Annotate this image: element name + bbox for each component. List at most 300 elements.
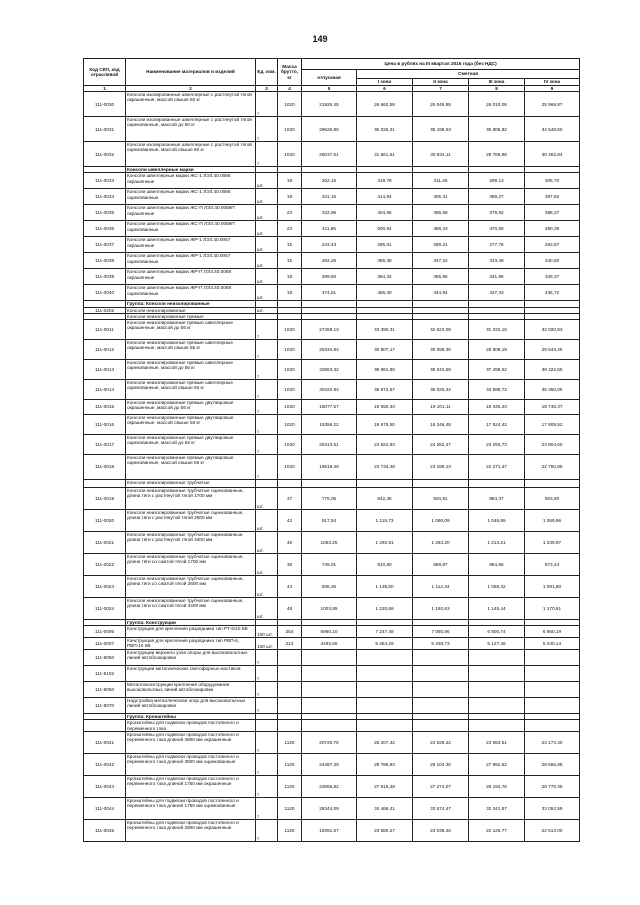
zone-2-price: 311,46 xyxy=(413,173,469,189)
release-price: 243.43 xyxy=(302,237,357,253)
release-price: 262.15 xyxy=(302,173,357,189)
item-name: Консоли швеллерные марки ЖР-П ЛЭ3.40.0068 оцинкованные xyxy=(126,285,256,301)
item-mass xyxy=(278,480,302,488)
item-name: Консоли неизолированные трубчатые оцинкованные, длина тяги со сжатой тягой 1700 мм xyxy=(126,554,256,576)
zone-4-price xyxy=(525,682,580,698)
table-row xyxy=(84,682,580,698)
item-code: 111-9050 xyxy=(84,650,126,666)
zone-3-price: 389,27 xyxy=(469,189,525,205)
zone-4-price xyxy=(525,650,580,666)
item-name: Консоли швеллерные марки xyxy=(126,167,256,173)
zone-3-price: 854,66 xyxy=(469,554,525,576)
item-name: Консоли неизолированные трубчатые xyxy=(126,480,256,488)
item-mass: 1020 xyxy=(278,360,302,380)
item-code: 111-0022 xyxy=(84,554,126,576)
item-name: Консоли швеллерные марки ЖР-1 ЛЭ3.40.0067 оцинкованные xyxy=(126,253,256,269)
zone-2-price: 33 674,47 xyxy=(413,797,469,819)
item-name: Консоли неизолированные трубчатые оцинкованные, длина тяги с растянутой тягой 2600 мм xyxy=(126,510,256,532)
zone-4-price: 17 909,52 xyxy=(525,415,580,435)
column-number: 5 xyxy=(302,86,357,92)
zone-4-price: 32 020,93 xyxy=(525,320,580,340)
item-mass: 18 xyxy=(278,285,302,301)
zone-4-price: 35 360,05 xyxy=(525,380,580,400)
zone-1-price: 500,94 xyxy=(357,221,413,237)
zone-4-price: 38 322,55 xyxy=(525,360,580,380)
item-name: Консоли неизолированные прямые швеллерные оцинкованные, массой до 56 кг xyxy=(126,360,256,380)
item-mass: 1120 xyxy=(278,731,302,753)
item-code: 111-0044 xyxy=(84,797,126,819)
zone-4-price: 873,44 xyxy=(525,554,580,576)
zone-1-price: 27 915,49 xyxy=(357,775,413,797)
price-table xyxy=(83,58,580,842)
zone-3-price: 6 800,74 xyxy=(469,626,525,638)
item-mass: 23 xyxy=(278,205,302,221)
release-price: 22556,82 xyxy=(302,775,357,797)
table-row xyxy=(84,340,580,360)
table-row xyxy=(84,731,580,753)
item-mass: 38 xyxy=(278,554,302,576)
item-code: 111-0042 xyxy=(84,753,126,775)
zone-2-price xyxy=(413,698,469,714)
zone-2-price: 1 263,20 xyxy=(413,532,469,554)
item-mass: 1020 xyxy=(278,380,302,400)
table-row xyxy=(84,435,580,455)
release-price xyxy=(302,650,357,666)
zone-1-price: 36 872,57 xyxy=(357,380,413,400)
release-price: 299,60 xyxy=(302,269,357,285)
item-name: Кронштейны для подвески проводов постоянного и переменного тока длиной 1750 мм оцинкованные xyxy=(126,797,256,819)
zone-3-price xyxy=(469,698,525,714)
item-unit: т xyxy=(256,320,278,340)
item-mass: 1120 xyxy=(278,797,302,819)
zone-1-price: 26 662,58 xyxy=(357,92,413,117)
table-row xyxy=(84,488,580,510)
table-row xyxy=(84,221,580,237)
zone-2-price: 289,21 xyxy=(413,237,469,253)
item-unit: т xyxy=(256,698,278,714)
item-name: Группа: Кронштейны xyxy=(126,714,256,720)
item-mass xyxy=(278,650,302,666)
item-name: Металлоконструкции крепления оборудования высоковольтных линий автоблокировки xyxy=(126,682,256,698)
zone-2-price: 5 338,73 xyxy=(413,638,469,650)
release-price: 411,96 xyxy=(302,221,357,237)
zone-3-price: 28 908,19 xyxy=(469,340,525,360)
item-unit: т xyxy=(256,340,278,360)
table-row xyxy=(84,205,580,221)
item-name: Конструкции верхнего узла опоры для высоковольтных линий автоблокировки xyxy=(126,650,256,666)
table-row xyxy=(84,626,580,638)
zone-1-price xyxy=(357,698,413,714)
item-name: Консоли неизолированные прямые двутавровые оцинкованные, массой до 56 кг xyxy=(126,435,256,455)
item-unit: т xyxy=(256,435,278,455)
zone-2-price: 35 198,53 xyxy=(413,117,469,142)
item-mass xyxy=(278,720,302,731)
release-price: 1063,25 xyxy=(302,532,357,554)
item-unit: т xyxy=(256,797,278,819)
zone-4-price: 1 239,87 xyxy=(525,532,580,554)
item-unit: 100 шт. xyxy=(256,626,278,638)
item-unit xyxy=(256,480,278,488)
zone-2-price: 920,81 xyxy=(413,488,469,510)
zone-1-price: 7 247,48 xyxy=(357,626,413,638)
item-code: 111-0035 xyxy=(84,205,126,221)
release-price xyxy=(302,720,357,731)
zone-3-price: 34 599,72 xyxy=(469,380,525,400)
table-row xyxy=(84,576,580,598)
item-code: 111-0013 xyxy=(84,360,126,380)
zone-2-price: 30 099,30 xyxy=(413,340,469,360)
release-price xyxy=(302,682,357,698)
item-code: 111-0006 xyxy=(84,626,126,638)
item-unit: шт. xyxy=(256,189,278,205)
header-mass: Масса брутто, кг xyxy=(278,59,302,86)
item-name: Консоли неизолированные прямые xyxy=(126,313,256,319)
item-code: 111-9060 xyxy=(84,682,126,698)
item-mass: 213 xyxy=(278,638,302,650)
item-name: Консоли швеллерные марки ЖС-П ЛЭ3.40.0066П окрашенные xyxy=(126,205,256,221)
zone-3-price: 29 768,98 xyxy=(469,142,525,167)
zone-4-price: 5 240,14 xyxy=(525,638,580,650)
zone-1-price xyxy=(357,480,413,488)
release-price: 5960,10 xyxy=(302,626,357,638)
item-unit xyxy=(256,720,278,731)
table-row xyxy=(84,92,580,117)
zone-2-price: 489,43 xyxy=(413,221,469,237)
zone-1-price: 942,45 xyxy=(357,488,413,510)
zone-1-price: 364,32 xyxy=(357,269,413,285)
item-mass: 1120 xyxy=(278,819,302,841)
item-unit: 100 шт. xyxy=(256,638,278,650)
release-price: 26037.51 xyxy=(302,142,357,167)
item-code: 111-0032 xyxy=(84,142,126,167)
item-code: 111-0202 xyxy=(84,307,126,313)
zone-3-price: 341,86 xyxy=(469,269,525,285)
zone-3-price: 379,92 xyxy=(469,205,525,221)
zone-4-price: 33 052,59 xyxy=(525,797,580,819)
release-price: 24497,39 xyxy=(302,753,357,775)
table-row xyxy=(84,775,580,797)
item-unit: т xyxy=(256,731,278,753)
item-name: Консоли изолированные швеллерные с растянутой тягой оцинкованные, массой свыше 60 кг xyxy=(126,142,256,167)
header-unit: Ед. изм. xyxy=(256,59,278,86)
zone-3-price: 1 046,95 xyxy=(469,510,525,532)
column-number: 6 xyxy=(357,86,413,92)
release-price: 917,54 xyxy=(302,510,357,532)
item-name: Надстройка металлическая опор для высоковольтных линий автоблокировки xyxy=(126,698,256,714)
item-code xyxy=(84,480,126,488)
item-unit: шт. xyxy=(256,532,278,554)
zone-1-price: 36 026,31 xyxy=(357,117,413,142)
zone-2-price: 1 090,09 xyxy=(413,510,469,532)
item-unit: шт. xyxy=(256,576,278,598)
zone-4-price: 30 362,84 xyxy=(525,142,580,167)
zone-3-price: 35 805,82 xyxy=(469,117,525,142)
item-code: 111-0033 xyxy=(84,173,126,189)
zone-2-price: 889,87 xyxy=(413,554,469,576)
column-number: 8 xyxy=(469,86,525,92)
zone-4-price xyxy=(525,698,580,714)
release-price: 27459.13 xyxy=(302,320,357,340)
zone-2-price: 23 038,46 xyxy=(413,819,469,841)
zone-1-price: 19 550,33 xyxy=(357,400,413,415)
release-price: 292,25 xyxy=(302,253,357,269)
item-name: Консоли неизолированные прямые швеллерные оцинкованные, массой свыше 56 кг xyxy=(126,380,256,400)
item-code: 111-0034 xyxy=(84,189,126,205)
zone-1-price: 30 807,17 xyxy=(357,340,413,360)
column-number: 7 xyxy=(413,86,469,92)
zone-2-price: 444,94 xyxy=(413,285,469,301)
header-zone-1: I зона xyxy=(357,79,413,86)
zone-3-price: 23 292,73 xyxy=(469,435,525,455)
item-unit: шт. xyxy=(256,237,278,253)
zone-1-price: 1 292,91 xyxy=(357,532,413,554)
table-row xyxy=(84,285,580,301)
item-code: 111-0012 xyxy=(84,340,126,360)
release-price: 29626,90 xyxy=(302,117,357,142)
zone-1-price xyxy=(357,650,413,666)
zone-3-price: 1 068,32 xyxy=(469,576,525,598)
item-mass: 1120 xyxy=(278,775,302,797)
item-unit: шт. xyxy=(256,221,278,237)
table-row xyxy=(84,237,580,253)
zone-2-price: 24 252,47 xyxy=(413,435,469,455)
zone-1-price: 29 788,83 xyxy=(357,753,413,775)
zone-2-price: 27 274,07 xyxy=(413,775,469,797)
zone-3-price xyxy=(469,480,525,488)
release-price: 4493,66 xyxy=(302,638,357,650)
release-price: 20720,76 xyxy=(302,731,357,753)
item-unit: шт. xyxy=(256,307,278,313)
zone-3-price: 333,48 xyxy=(469,253,525,269)
item-unit: т xyxy=(256,117,278,142)
zone-1-price: 1 220,68 xyxy=(357,598,413,620)
zone-1-price: 34 466,41 xyxy=(357,797,413,819)
release-price: 341,15 xyxy=(302,189,357,205)
zone-4-price: 26 770,39 xyxy=(525,775,580,797)
item-name: Кронштейны для подвески проводов постоянного и переменного тока xyxy=(126,720,256,731)
item-name: Конструкции металлических светофорных мостиков xyxy=(126,666,256,682)
zone-2-price: 32 623,09 xyxy=(413,320,469,340)
zone-2-price: 395,58 xyxy=(413,205,469,221)
item-unit: шт. xyxy=(256,253,278,269)
release-price: 19391,67 xyxy=(302,819,357,841)
item-name: Конструкция для крепления разрядника тип РТ-6/10 КВ xyxy=(126,626,256,638)
zone-2-price: 39 043,59 xyxy=(413,360,469,380)
release-price xyxy=(302,666,357,682)
release-price: 16077.57 xyxy=(302,400,357,415)
zone-2-price: 29 104,30 xyxy=(413,753,469,775)
zone-1-price: 1 138,50 xyxy=(357,576,413,598)
item-name: Консоли изолированные швеллерные с растянутой тягой окрашенные, массой свыше 60 кг xyxy=(126,92,256,117)
item-unit: т xyxy=(256,380,278,400)
zone-3-price: 17 524,42 xyxy=(469,415,525,435)
zone-1-price: 31 661,61 xyxy=(357,142,413,167)
item-name: Консоли неизолированные трубчатые оцинкованные, длина тяги со сжатой тягой 2600 мм xyxy=(126,576,256,598)
item-code: 111-0018 xyxy=(84,455,126,480)
release-price: 19518.49 xyxy=(302,455,357,480)
item-mass: 23 xyxy=(278,221,302,237)
table-row xyxy=(84,253,580,269)
zone-4-price: 1 170,61 xyxy=(525,598,580,620)
table-body xyxy=(84,92,580,842)
item-code: 111-0031 xyxy=(84,117,126,142)
zone-3-price: 32 341,87 xyxy=(469,797,525,819)
zone-2-price: 347,22 xyxy=(413,253,469,269)
release-price xyxy=(302,480,357,488)
item-name: Кронштейны для подвески проводов постоянного и переменного тока длиной 1750 мм окрашенные xyxy=(126,775,256,797)
table-row xyxy=(84,638,580,650)
item-code: 111-0015 xyxy=(84,400,126,415)
item-code: 111-0036 xyxy=(84,221,126,237)
release-price: 32863,32 xyxy=(302,360,357,380)
table-row xyxy=(84,415,580,435)
zone-2-price: 19 101,11 xyxy=(413,400,469,415)
column-number: 9 xyxy=(525,86,580,92)
release-price: 374,51 xyxy=(302,285,357,301)
table-row xyxy=(84,598,580,620)
zone-4-price: 388,27 xyxy=(525,205,580,221)
item-code: 111-0021 xyxy=(84,532,126,554)
release-price: 936,26 xyxy=(302,576,357,598)
item-mass: 19 xyxy=(278,189,302,205)
item-unit: шт. xyxy=(256,173,278,189)
zone-1-price: 296.01 xyxy=(357,237,413,253)
item-mass xyxy=(278,666,302,682)
zone-2-price xyxy=(413,650,469,666)
page-number: 149 xyxy=(312,34,328,44)
item-unit: шт. xyxy=(256,510,278,532)
item-unit: т xyxy=(256,753,278,775)
item-code: 111-0045 xyxy=(84,819,126,841)
zone-1-price: 455,40 xyxy=(357,285,413,301)
item-unit: т xyxy=(256,415,278,435)
zone-1-price: 404,86 xyxy=(357,205,413,221)
zone-3-price xyxy=(469,682,525,698)
zone-2-price: 24 628,22 xyxy=(413,731,469,753)
item-unit: шт. xyxy=(256,598,278,620)
column-number: 3 xyxy=(256,86,278,92)
item-mass: 46 xyxy=(278,532,302,554)
zone-3-price xyxy=(469,666,525,682)
zone-1-price: 414,84 xyxy=(357,189,413,205)
item-name: Консоли неизолированные трубчатые оцинкованные, длина тяги с растянутой тягой 3400 мм xyxy=(126,532,256,554)
item-mass: 1020 xyxy=(278,92,302,117)
release-price: 1003,85 xyxy=(302,598,357,620)
zone-4-price: 340,80 xyxy=(525,253,580,269)
release-price xyxy=(302,698,357,714)
zone-3-price: 37 498,52 xyxy=(469,360,525,380)
zone-4-price: 349,37 xyxy=(525,269,580,285)
item-mass: 1020 xyxy=(278,142,302,167)
item-unit: т xyxy=(256,775,278,797)
zone-1-price: 18 675,50 xyxy=(357,415,413,435)
zone-3-price: 470,06 xyxy=(469,221,525,237)
zone-1-price: 25 207,42 xyxy=(357,731,413,753)
zone-3-price: 27 952,62 xyxy=(469,753,525,775)
item-mass xyxy=(278,698,302,714)
zone-2-price: 18 246,48 xyxy=(413,415,469,435)
item-name: Группа: Консоли неизолированные xyxy=(126,301,256,307)
item-name: Консоли швеллерные марки ЖС-П ЛЭ3.40.0066П оцинкованные xyxy=(126,221,256,237)
item-name: Консоли неизолированные трубчатые оцинкованные, длина тяги с растянутой тягой 1700 мм xyxy=(126,488,256,510)
table-row xyxy=(84,797,580,819)
item-code: 111-0020 xyxy=(84,510,126,532)
zone-2-price: 1 112,34 xyxy=(413,576,469,598)
zone-2-price: 30 934,11 xyxy=(413,142,469,167)
item-code: 111-0039 xyxy=(84,269,126,285)
zone-1-price xyxy=(357,720,413,731)
item-mass: 44 xyxy=(278,576,302,598)
release-price: 21926.45 xyxy=(302,92,357,117)
item-name: Кронштейны для подвески проводов постоянного и переменного тока длиной 3600 мм оцинкованные xyxy=(126,753,256,775)
table-row xyxy=(84,698,580,714)
item-code: 111-0019 xyxy=(84,488,126,510)
zone-3-price: 299,13 xyxy=(469,173,525,189)
zone-2-price: 23 189,13 xyxy=(413,455,469,480)
table-row xyxy=(84,360,580,380)
zone-4-price: 34 548,50 xyxy=(525,117,580,142)
item-name: Консоли неизолированные трубчатые оцинкованные, длина тяги со сжатой тягой 3400 мм xyxy=(126,598,256,620)
item-name: Консоли изолированные швеллерные с растянутой тягой оцинкованные, массой до 60 кг xyxy=(126,117,256,142)
table-row xyxy=(84,380,580,400)
item-mass: 1020 xyxy=(278,320,302,340)
table-row xyxy=(84,480,580,488)
zone-4-price: 1 069,96 xyxy=(525,510,580,532)
zone-1-price: 1 115,73 xyxy=(357,510,413,532)
zone-2-price: 7 080,96 xyxy=(413,626,469,638)
zone-4-price: 24 173,40 xyxy=(525,731,580,753)
zone-3-price: 1 145,44 xyxy=(469,598,525,620)
header-zone-3: III зона xyxy=(469,79,525,86)
zone-1-price: 23 734,48 xyxy=(357,455,413,480)
item-code: 111-0037 xyxy=(84,237,126,253)
item-code: 111-9102 xyxy=(84,666,126,682)
header-zone-2: II зона xyxy=(413,79,469,86)
item-unit: т xyxy=(256,666,278,682)
zone-4-price: 29 543,45 xyxy=(525,340,580,360)
item-name: Группа: Конструкции xyxy=(126,620,256,626)
item-code: 111-0038 xyxy=(84,253,126,269)
item-code: 111-0030 xyxy=(84,92,126,117)
table-row xyxy=(84,510,580,532)
zone-4-price: 22 760,89 xyxy=(525,455,580,480)
zone-4-price: 480,39 xyxy=(525,221,580,237)
zone-3-price: 31 332,10 xyxy=(469,320,525,340)
item-name: Консоли неизолированные xyxy=(126,307,256,313)
zone-4-price: 305,70 xyxy=(525,173,580,189)
zone-2-price: 26 049,95 xyxy=(413,92,469,117)
table-row xyxy=(84,720,580,731)
zone-4-price: 283,87 xyxy=(525,237,580,253)
zone-3-price: 1 213,21 xyxy=(469,532,525,554)
item-unit: шт. xyxy=(256,205,278,221)
zone-2-price: 1 192,63 xyxy=(413,598,469,620)
zone-4-price xyxy=(525,666,580,682)
item-mass: 42 xyxy=(278,510,302,532)
item-name: Консоли неизолированные прямые швеллерные окрашенные, массой до 56 кг xyxy=(126,320,256,340)
item-mass: 1020 xyxy=(278,340,302,360)
zone-3-price: 5 127,46 xyxy=(469,638,525,650)
item-unit: шт. xyxy=(256,488,278,510)
item-name: Консоли швеллерные марки ЖР-1 ЛЭ3.40.0067 окрашенные xyxy=(126,237,256,253)
column-number: 1 xyxy=(84,86,126,92)
release-price: 749,01 xyxy=(302,554,357,576)
item-unit: т xyxy=(256,360,278,380)
item-unit: т xyxy=(256,92,278,117)
header-estimate-price: Сметная xyxy=(357,70,580,79)
item-code: 111-0007 xyxy=(84,638,126,650)
item-mass: 18 xyxy=(278,269,302,285)
